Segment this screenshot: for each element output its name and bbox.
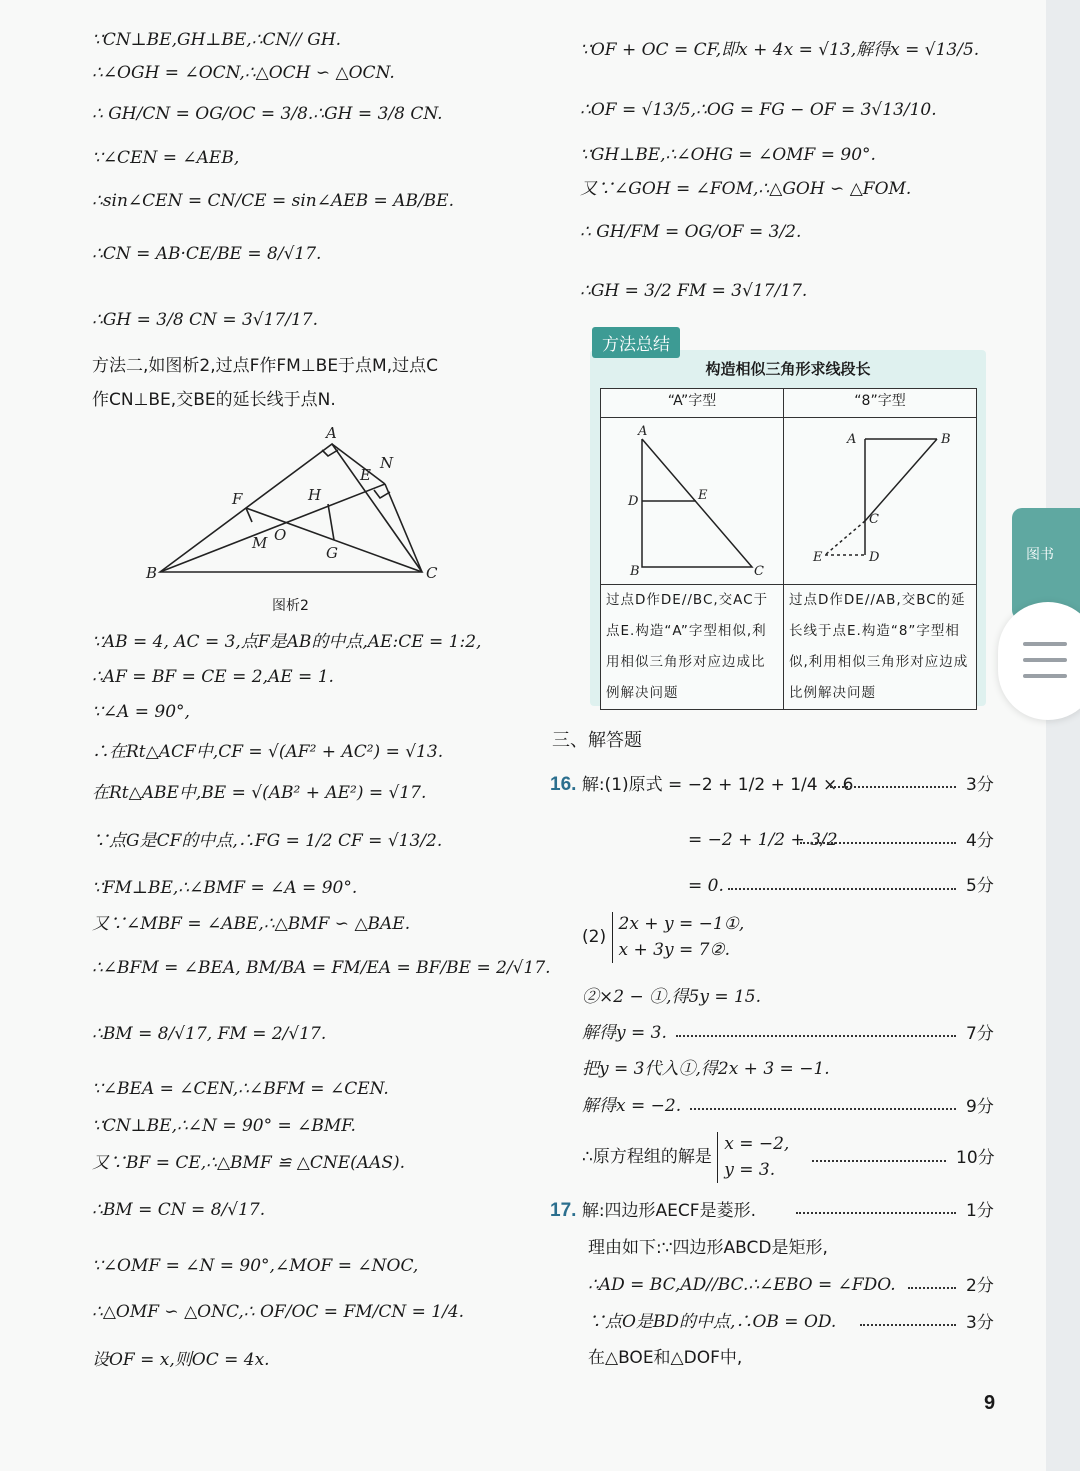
page-number: 9: [984, 1392, 996, 1414]
question-number: 17.: [550, 1200, 577, 1221]
score-label: 4分: [966, 831, 994, 851]
proof-line: ∵OF + OC = CF,即x + 4x = √13,解得x = √13/5.: [580, 40, 980, 60]
answer-line: 理由如下:∵四边形ABCD是矩形,: [588, 1238, 828, 1258]
svg-text:N: N: [380, 454, 394, 472]
score-leader: [812, 1160, 946, 1162]
score-label: 5分: [966, 876, 994, 896]
svg-text:H: H: [308, 486, 322, 504]
score-label: 10分: [956, 1148, 995, 1168]
answer-line: ∵点O是BD的中点,∴OB = OD.: [588, 1312, 837, 1332]
proof-line: ∴OF = √13/5,∴OG = FG − OF = 3√13/10.: [580, 100, 937, 120]
svg-text:D: D: [869, 550, 880, 565]
solution-value: y = 3.: [724, 1159, 776, 1180]
figure-caption: 图析2: [272, 598, 309, 614]
column-header: “A”字型: [601, 389, 784, 418]
proof-line: 又∵∠MBF = ∠ABE,∴△BMF ∽ △BAE.: [92, 914, 411, 934]
system-brace: [612, 912, 745, 963]
score-label: 3分: [966, 775, 994, 795]
question-number: 16.: [550, 774, 577, 795]
answer-line: 在△BOE和△DOF中,: [588, 1348, 743, 1368]
proof-line: ∴△OMF ∽ △ONC,∴ OF/OC = FM/CN = 1/4.: [92, 1302, 465, 1322]
svg-text:B: B: [941, 432, 951, 447]
solution-line: [582, 1132, 789, 1183]
svg-text:C: C: [869, 512, 879, 527]
score-label: 3分: [966, 1313, 994, 1333]
proof-line: ∴ GH/FM = OG/OF = 3/2.: [580, 222, 802, 242]
method-description: 过点D作DE//AB,交BC的延长线于点E.构造“8”字型相似,利用相似三角形对应边成比例解决问题: [784, 585, 977, 710]
proof-line: ∴BM = CN = 8/√17.: [92, 1200, 266, 1220]
svg-text:O: O: [274, 526, 287, 544]
svg-text:E: E: [813, 550, 823, 565]
method-two-text: 作CN⊥BE,交BE的延长线于点N.: [92, 390, 336, 410]
answer-line: ∴AD = BC,AD//BC.∴∠EBO = ∠FDO.: [588, 1275, 896, 1295]
score-leader: [676, 1035, 956, 1037]
part-label: (2): [582, 927, 607, 947]
svg-text:C: C: [754, 564, 764, 579]
method-description: 过点D作DE//BC,交AC于点E.构造“A”字型相似,利用相似三角形对应边成比例解决问题: [601, 585, 784, 710]
score-label: 1分: [966, 1201, 994, 1221]
proof-line: ∴BM = 8/√17, FM = 2/√17.: [92, 1024, 327, 1044]
proof-line: ∵GH⊥BE,∴∠OHG = ∠OMF = 90°.: [580, 145, 876, 165]
equation: 2x + y = −1①,: [618, 914, 745, 934]
menu-bar-icon: [1023, 642, 1067, 646]
proof-line: ∴GH = 3/2 FM = 3√17/17.: [580, 281, 808, 301]
svg-text:A: A: [847, 432, 857, 447]
proof-line: ∵∠CEN = ∠AEB,: [92, 148, 240, 168]
proof-line: ∵AB = 4, AC = 3,点F是AB的中点,AE:CE = 1:2,: [92, 632, 482, 652]
svg-text:B: B: [146, 564, 158, 582]
answer-line: = −2 + 1/2 + 3/2: [688, 830, 838, 850]
proof-line: ∵∠A = 90°,: [92, 702, 190, 722]
score-label: 9分: [966, 1097, 994, 1117]
proof-line: ∵FM⊥BE,∴∠BMF = ∠A = 90°.: [92, 878, 358, 898]
svg-text:A: A: [326, 424, 337, 442]
score-leader: [728, 888, 956, 890]
answer-line: ②×2 − ①,得5y = 15.: [582, 987, 762, 1007]
method-badge: 方法总结: [592, 327, 680, 358]
proof-line: ∵∠OMF = ∠N = 90°,∠MOF = ∠NOC,: [92, 1256, 419, 1276]
menu-bar-icon: [1023, 658, 1067, 662]
question-17: [550, 1200, 756, 1223]
proof-line: 设OF = x,则OC = 4x.: [92, 1350, 270, 1370]
proof-line: 在Rt△ABE中,BE = √(AB² + AE²) = √17.: [92, 783, 427, 803]
proof-line: 又∵BF = CE,∴△BMF ≌ △CNE(AAS).: [92, 1153, 406, 1173]
solution-text: ∴原方程组的解是: [582, 1147, 712, 1167]
score-label: 2分: [966, 1276, 994, 1296]
proof-line: ∵CN⊥BE,GH⊥BE,∴CN// GH.: [92, 30, 342, 50]
score-leader: [690, 1108, 956, 1110]
svg-text:B: B: [630, 564, 640, 579]
answer-line: 把y = 3代入①,得2x + 3 = −1.: [582, 1059, 830, 1079]
answer-line: 解得y = 3.: [582, 1023, 667, 1043]
proof-line: ∴∠OGH = ∠OCN,∴△OCH ∽ △OCN.: [92, 63, 395, 83]
equation-system: [582, 912, 744, 963]
section-heading: 三、解答题: [552, 730, 642, 751]
svg-text:C: C: [426, 564, 438, 582]
menu-button[interactable]: [998, 602, 1080, 720]
svg-text:F: F: [232, 490, 243, 508]
svg-text:E: E: [360, 466, 371, 484]
method-table: [600, 388, 977, 710]
solution-brace: [717, 1132, 789, 1183]
equation: x + 3y = 7②.: [618, 939, 731, 960]
proof-line: ∴∠BFM = ∠BEA, BM/BA = FM/EA = BF/BE = 2/√17.: [92, 958, 551, 978]
menu-bar-icon: [1023, 674, 1067, 678]
proof-line: ∴在Rt△ACF中,CF = √(AF² + AC²) = √13.: [92, 742, 444, 762]
proof-line: 又∵∠GOH = ∠FOM,∴△GOH ∽ △FOM.: [580, 179, 912, 199]
proof-line: ∵CN⊥BE,∴∠N = 90° = ∠BMF.: [92, 1116, 356, 1136]
proof-line: ∵∠BEA = ∠CEN,∴∠BFM = ∠CEN.: [92, 1079, 389, 1099]
a-shape-figure: [602, 419, 782, 579]
method-summary-title: 构造相似三角形求线段长: [705, 360, 871, 378]
answer-line: 解:(1)原式 = −2 + 1/2 + 1/4 × 6: [581, 775, 854, 795]
answer-line: = 0.: [688, 876, 724, 896]
solution-value: x = −2,: [724, 1134, 790, 1154]
side-tab-text: 图书: [1026, 547, 1054, 563]
svg-text:D: D: [628, 494, 639, 509]
proof-line: ∴GH = 3/8 CN = 3√17/17.: [92, 310, 319, 330]
svg-text:G: G: [326, 544, 338, 562]
geometry-figure: [140, 420, 460, 590]
proof-line: ∵点G是CF的中点,∴FG = 1/2 CF = √13/2.: [92, 831, 443, 851]
proof-line: ∴CN = AB·CE/BE = 8/√17.: [92, 244, 322, 264]
answer-line: 解得x = −2.: [582, 1096, 682, 1116]
score-leader: [800, 842, 956, 844]
proof-line: ∴ GH/CN = OG/OC = 3/8.∴GH = 3/8 CN.: [92, 104, 443, 124]
svg-text:E: E: [698, 488, 708, 503]
score-leader: [860, 1324, 956, 1326]
score-leader: [830, 786, 956, 788]
answer-line: 解:四边形AECF是菱形.: [581, 1201, 756, 1221]
proof-line: ∴sin∠CEN = CN/CE = sin∠AEB = AB/BE.: [92, 191, 454, 211]
score-label: 7分: [966, 1024, 994, 1044]
score-leader: [796, 1212, 956, 1214]
method-two-text: 方法二,如图析2,过点F作FM⊥BE于点M,过点C: [92, 356, 439, 376]
svg-text:M: M: [252, 534, 268, 552]
eight-shape-figure: [785, 419, 975, 579]
score-leader: [908, 1287, 956, 1289]
question-16: [550, 774, 853, 797]
proof-line: ∴AF = BF = CE = 2,AE = 1.: [92, 667, 334, 687]
column-header: “8”字型: [784, 389, 977, 418]
svg-text:A: A: [638, 424, 648, 439]
method-summary-box: [590, 350, 986, 706]
